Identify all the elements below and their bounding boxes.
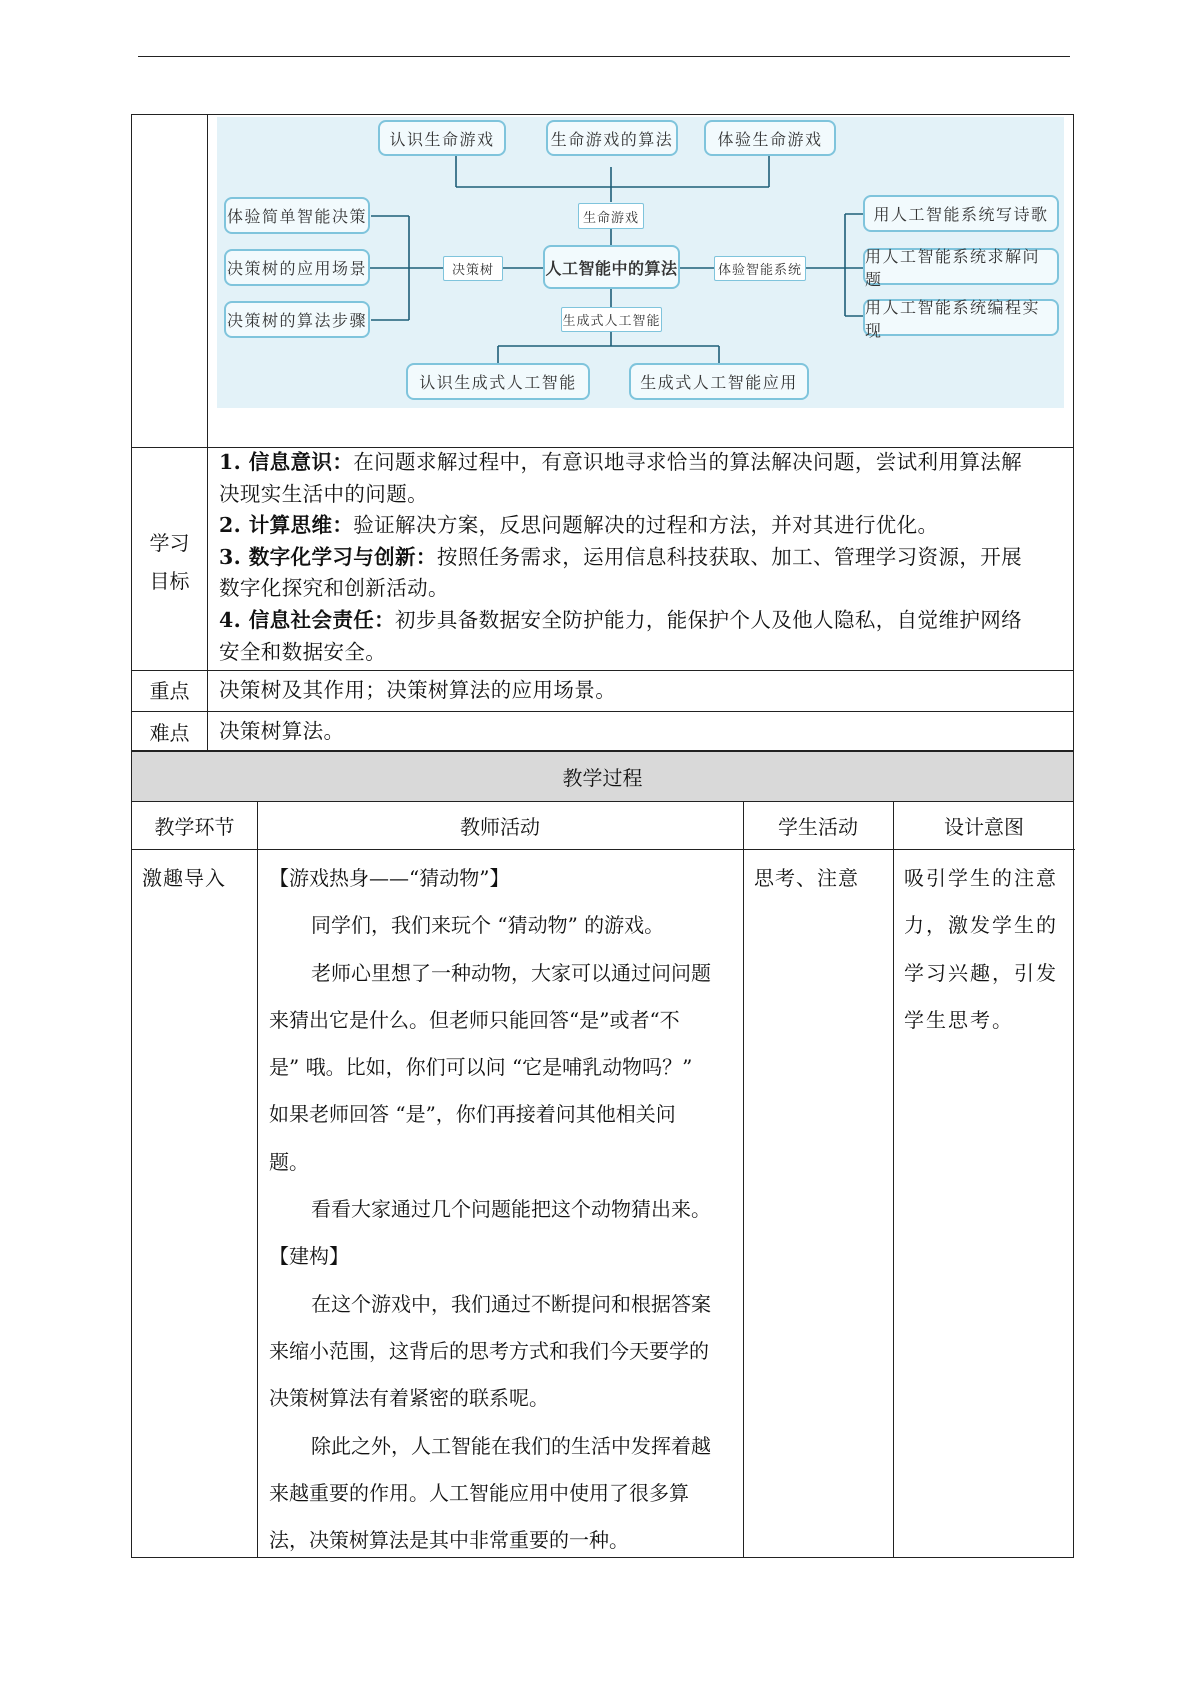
process-table — [131, 751, 1074, 1558]
teacher-line: 来猜出它是什么。但老师只能回答“是”或者“不 — [269, 1007, 680, 1032]
column-divider — [257, 802, 258, 1557]
mindmap-node-right-2: 用人工智能系统求解问题 — [863, 248, 1059, 285]
mind-map — [217, 117, 1064, 408]
design-intent — [904, 855, 1068, 1044]
objectives-label — [132, 524, 207, 600]
objectives-list — [219, 447, 1063, 668]
objectives-label-line1: 学习 — [149, 531, 190, 555]
mindmap-node-left-2: 决策树的应用场景 — [224, 249, 370, 286]
column-divider — [893, 802, 894, 1557]
mindmap-branch-bottom: 生成式人工智能 — [561, 307, 662, 332]
objective-text: 数字化探究和创新活动。 — [219, 576, 449, 601]
intent-line: 学习兴趣，引发 — [904, 960, 1058, 985]
objective-heading: 2. 计算思维： — [219, 513, 354, 538]
objective-item — [219, 510, 1063, 542]
teacher-line: 看看大家通过几个问题能把这个动物猜出来。 — [311, 1197, 711, 1222]
row-divider — [132, 670, 1073, 671]
teacher-line: 决策树算法有着紧密的联系呢。 — [269, 1386, 549, 1411]
objective-text: 决现实生活中的问题。 — [219, 481, 428, 506]
teacher-line: 除此之外，人工智能在我们的生活中发挥着越 — [311, 1433, 711, 1458]
intent-line: 吸引学生的注意 — [904, 866, 1058, 890]
objective-text: 验证解决方案，反思问题解决的过程和方法，并对其进行优化。 — [353, 513, 939, 538]
mindmap-node-top-2: 生命游戏的算法 — [546, 120, 678, 156]
objective-heading: 3. 数字化学习与创新： — [219, 544, 437, 569]
objective-text: 按照任务需求，运用信息科技获取、加工、管理学习资源，开展 — [436, 544, 1023, 569]
objective-heading: 4. 信息社会责任： — [219, 607, 396, 632]
teacher-line: 是” 哦。比如，你们可以问 “它是哺乳动物吗？” — [269, 1055, 693, 1080]
header-teacher: 教师活动 — [257, 802, 743, 850]
mindmap-node-top-3: 体验生命游戏 — [704, 120, 836, 156]
teacher-line: 【游戏热身——“猜动物”】 — [269, 866, 510, 890]
intent-line: 学生思考。 — [904, 1007, 1014, 1032]
header-intent: 设计意图 — [893, 802, 1075, 850]
difficulty-text: 决策树算法。 — [219, 719, 345, 743]
row-divider — [132, 711, 1073, 712]
mindmap-node-top-1: 认识生命游戏 — [378, 120, 506, 156]
mindmap-node-right-1: 用人工智能系统写诗歌 — [863, 195, 1059, 232]
header-stage: 教学环节 — [132, 802, 257, 850]
mindmap-node-left-3: 决策树的算法步骤 — [224, 301, 370, 338]
teacher-line: 题。 — [269, 1149, 309, 1174]
teacher-line: 法，决策树算法是其中非常重要的一种。 — [269, 1528, 629, 1553]
objective-text: 在问题求解过程中，有意识地寻求恰当的算法解决问题，尝试利用算法解 — [353, 450, 1023, 474]
teacher-line: 在这个游戏中，我们通过不断提问和根据答案 — [311, 1291, 711, 1316]
header-rule — [138, 56, 1070, 57]
mindmap-branch-right: 体验智能系统 — [714, 256, 806, 281]
mindmap-node-bottom-1: 认识生成式人工智能 — [406, 363, 590, 400]
objective-item — [219, 605, 1063, 637]
objective-heading: 1. 信息意识： — [219, 450, 354, 474]
teacher-line: 如果老师回答 “是”，你们再接着问其他相关问 — [269, 1102, 676, 1127]
teacher-line: 【建构】 — [269, 1244, 349, 1269]
mindmap-branch-top: 生命游戏 — [578, 203, 644, 229]
teacher-line: 老师心里想了一种动物，大家可以通过问问题 — [311, 960, 711, 985]
mindmap-center-node: 人工智能中的算法 — [543, 245, 680, 289]
teacher-line: 同学们，我们来玩个 “猜动物” 的游戏。 — [311, 913, 665, 938]
mindmap-node-right-3: 用人工智能系统编程实现 — [863, 299, 1059, 336]
objective-item — [219, 542, 1063, 574]
mindmap-node-bottom-2: 生成式人工智能应用 — [629, 363, 809, 400]
key-point-text: 决策树及其作用；决策树算法的应用场景。 — [219, 678, 617, 702]
process-title: 教学过程 — [132, 752, 1073, 802]
teacher-activity — [269, 855, 731, 1564]
objective-text: 初步具备数据安全防护能力，能保护个人及他人隐私，自觉维护网络 — [395, 607, 1023, 632]
header-student: 学生活动 — [743, 802, 893, 850]
teacher-line: 来缩小范围，这背后的思考方式和我们今天要学的 — [269, 1338, 709, 1363]
objective-text: 安全和数据安全。 — [219, 639, 387, 664]
mindmap-node-left-1: 体验简单智能决策 — [224, 197, 370, 234]
objectives-label-line2: 目标 — [149, 569, 190, 593]
intent-line: 力，激发学生的 — [904, 913, 1058, 938]
teacher-line: 来越重要的作用。人工智能应用中使用了很多算 — [269, 1480, 689, 1505]
mindmap-branch-left: 决策树 — [443, 256, 503, 281]
column-divider — [207, 115, 208, 750]
stage-cell: 激趣导入 — [142, 866, 226, 890]
difficulty-label: 难点 — [149, 721, 190, 745]
objective-item — [219, 447, 1063, 479]
key-point-label: 重点 — [149, 679, 190, 703]
column-divider — [743, 802, 744, 1557]
student-activity: 思考、注意 — [754, 866, 859, 890]
